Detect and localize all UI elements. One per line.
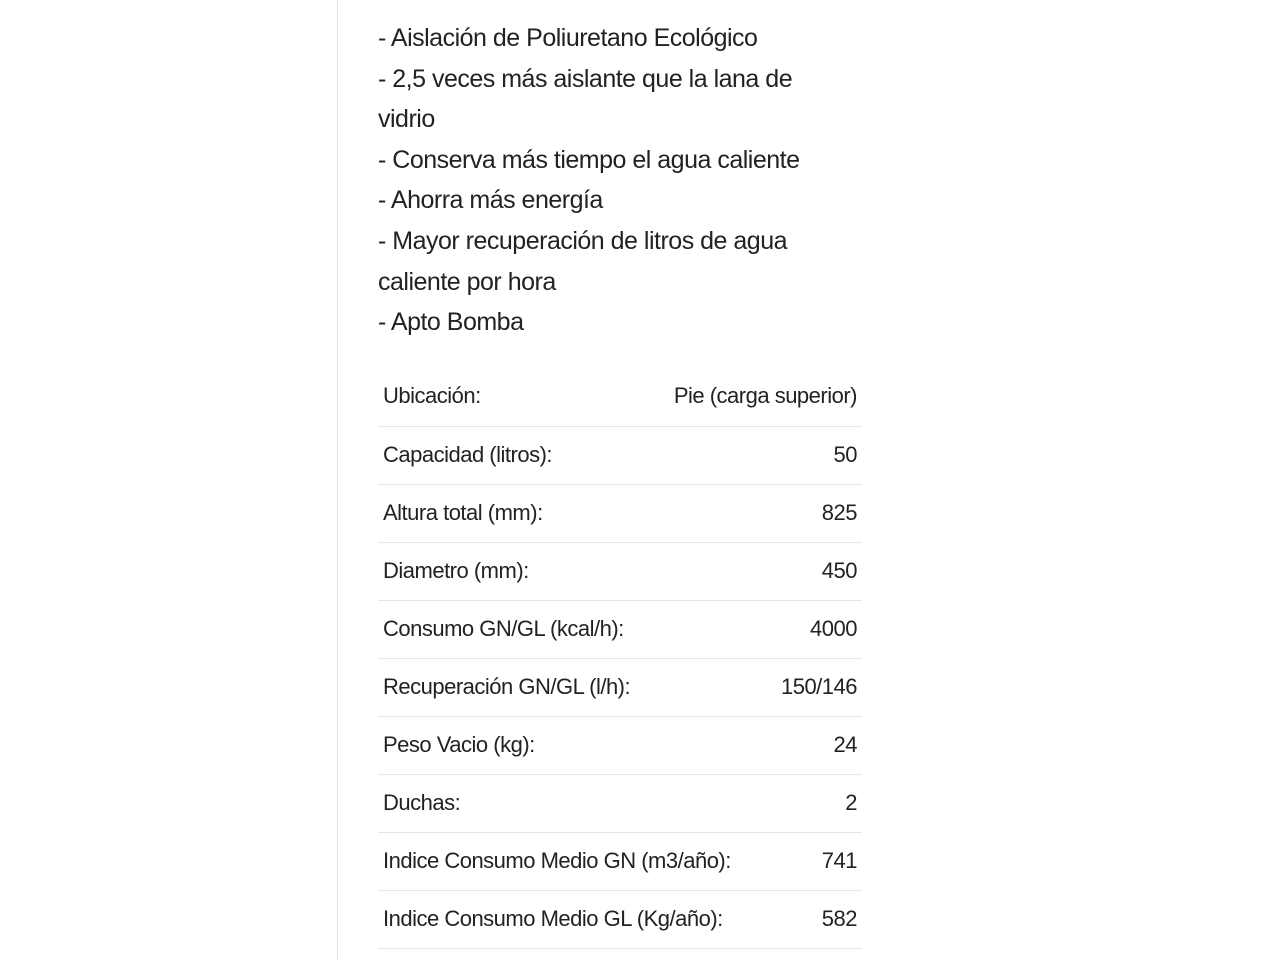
spec-label: Altura total (mm): [383,500,543,526]
spec-value: 24 [833,732,857,758]
spec-label: Recuperación GN/GL (l/h): [383,674,631,700]
spec-label: Duchas: [383,790,461,816]
spec-label: Capacidad (litros): [383,442,553,468]
spec-label: Indice Consumo Medio GL (Kg/año): [383,906,723,932]
feature-item: - 2,5 veces más aislante que la lana de vidrio [378,64,793,134]
spec-value: 582 [821,906,857,932]
spec-row [378,485,862,543]
product-description [378,18,862,949]
spec-label: Consumo GN/GL (kcal/h): [383,616,624,642]
left-divider [337,0,338,960]
spec-value: 2 [845,790,857,816]
feature-item: - Apto Bomba [378,308,524,337]
spec-row [378,891,862,949]
spec-value: Pie (carga superior) [673,383,857,409]
spec-row [378,717,862,775]
spec-row [378,367,862,427]
spec-value: 450 [821,558,857,584]
spec-value: 4000 [810,616,857,642]
spec-value: 50 [833,442,857,468]
feature-list [378,18,838,343]
feature-item: - Aislación de Poliuretano Ecológico [378,24,758,52]
feature-item: - Mayor recuperación de litros de agua caliente por hora [378,226,788,296]
spec-value: 150/146 [780,674,857,700]
spec-row [378,833,862,891]
spec-label: Peso Vacio (kg): [383,732,535,758]
feature-item: - Ahorra más energía [378,186,603,215]
spec-row [378,659,862,717]
spec-value: 825 [821,500,857,526]
spec-table [378,367,862,949]
spec-label: Diametro (mm): [383,558,529,584]
spec-value: 741 [821,848,857,874]
spec-label: Ubicación: [383,383,481,409]
feature-item: - Conserva más tiempo el agua caliente [378,145,800,174]
spec-row [378,601,862,659]
spec-row [378,543,862,601]
spec-row [378,427,862,485]
spec-row [378,775,862,833]
spec-label: Indice Consumo Medio GN (m3/año): [383,848,731,874]
